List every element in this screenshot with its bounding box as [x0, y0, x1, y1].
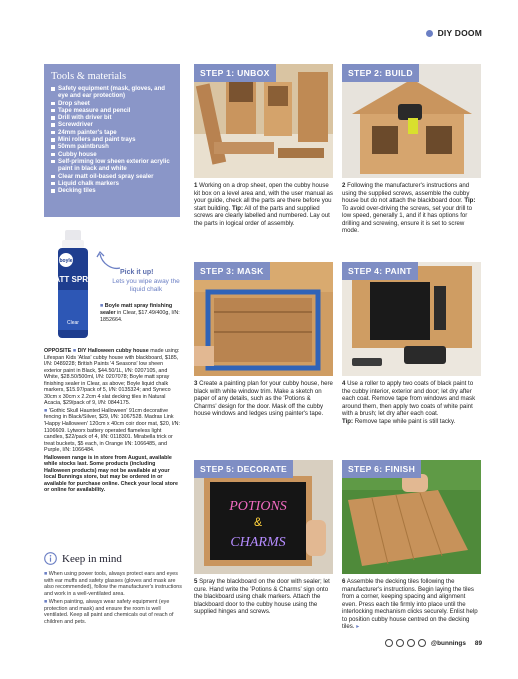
page-number: 89	[474, 639, 482, 647]
step-6	[342, 460, 481, 631]
can-sub-text: Clear	[67, 320, 79, 326]
step-6-number: 6	[342, 578, 346, 585]
step-4-number: 4	[342, 380, 346, 387]
end-mark-icon: ▸	[356, 623, 360, 631]
step-5-number: 5	[194, 578, 198, 585]
tools-item: Self-priming low sheen exterior acrylic paint in black and white	[51, 158, 173, 173]
step-3-text	[194, 380, 333, 418]
tools-item: Screwdriver	[51, 121, 173, 128]
availability-note: Halloween range is in store from August, available while stocks last. Some products (including Halloween products) may not be available at your local Bunnings store, but may be ordered in or available for purchase online. Check your local store or online for availability.	[44, 454, 178, 494]
step-5-image	[194, 460, 333, 574]
section-title: DIY DOOM	[437, 28, 482, 38]
step-2	[342, 64, 481, 235]
step-1-text	[194, 182, 333, 227]
board-text-charms: CHARMS	[230, 535, 286, 550]
step-2-label: STEP 2: BUILD	[342, 64, 419, 82]
step-1-number: 1	[194, 182, 198, 189]
keep-in-mind-text	[44, 571, 182, 627]
step-2-tip-text: To avoid over-driving the screws, set your drill to low speed, generally 1, and if it has options for drilling and screwing, ensure it is set to screw mode.	[342, 204, 473, 235]
social-handle: @bunnings	[430, 639, 466, 647]
step-2-body: Following the manufacturer's instructions and using the supplied screws, assemble the cubby house but do not attach the blackboard door.	[342, 182, 470, 205]
step-5-label: STEP 5: DECORATE	[194, 460, 293, 478]
tools-item: Decking tiles	[51, 187, 173, 194]
step-4-text	[342, 380, 481, 425]
can-label-text: MATT SPRAY	[47, 275, 99, 284]
tools-item: 50mm paintbrush	[51, 143, 173, 150]
step-3-body: Create a painting plan for your cubby house, here black with white window trim. Make a sketch on paper of any details, such as the 'Potions & Charms' design for the door. Mask off the cubby house windows and ledges using painter's tape.	[194, 380, 333, 418]
bullet-icon: ■	[44, 571, 49, 577]
step-3-label: STEP 3: MASK	[194, 262, 270, 280]
step-6-label: STEP 6: FINISH	[342, 460, 421, 478]
step-5	[194, 460, 333, 616]
keep-text-2: When painting, always wear safety equipment (eye protection and mask) and ensure the room is well ventilated. Keep all paint and chemicals out of reach of children and pets.	[44, 599, 174, 625]
bullet-icon: ■	[72, 348, 77, 354]
step-1-tip: Tip:	[231, 204, 244, 212]
step-1-image	[194, 64, 333, 178]
step-4-label: STEP 4: PAINT	[342, 262, 418, 280]
opposite-brand: DIY Halloween cubby house	[77, 348, 149, 354]
tiktok-icon[interactable]	[407, 639, 415, 647]
header-dot-icon	[426, 30, 433, 37]
pick-it-up-subtitle: Lets you wipe away the liquid chalk	[112, 278, 180, 293]
product-callout	[47, 226, 182, 346]
bullet-icon: ■	[44, 407, 49, 414]
tools-item: Cubby house	[51, 151, 173, 158]
step-4-tip-text: Remove tape while paint is still tacky.	[353, 417, 456, 425]
tools-item: Drop sheet	[51, 100, 173, 107]
bullet-icon: ■	[100, 303, 105, 309]
opposite-text: made using: Lifespan Kids 'Atlas' cubby house with blackboard, $185, I/N: 0489228; British Paints '4 Seasons' low sheen exterior paint in Black, $44.50/1L, I/N: 0207105, and White, $28.50/500ml, I/N: 0207078; Boyle matt spray finishing sealer in Clear, as above; Boyle liquid chalk markers, $15.97/pack of 5, I/N: 0135324; and Syneco 30cm x 30cm x 2.2cm 4 slat decking tiles in Natural Acacia, $29/pack of 9, I/N: 0844175.	[44, 348, 180, 407]
facebook-icon[interactable]	[418, 639, 426, 647]
product-caption	[100, 303, 180, 323]
step-4-image	[342, 262, 481, 376]
step-6-image	[342, 460, 481, 574]
tools-item: Safety equipment (mask, gloves, and eye and ear protection)	[51, 85, 173, 100]
curved-arrow-icon	[96, 248, 122, 274]
step-1-tip-text: All of the parts and supplied screws are clearly labelled and numbered. Lay out the parts in logical order of assembly.	[194, 204, 330, 227]
tools-item: 24mm painter's tape	[51, 129, 173, 136]
pinterest-icon[interactable]	[396, 639, 404, 647]
instagram-icon[interactable]	[385, 639, 393, 647]
board-text-ampersand: &	[253, 515, 263, 529]
tools-item: Tape measure and pencil	[51, 107, 173, 114]
keep-in-mind-header	[44, 552, 122, 565]
page-footer	[385, 639, 482, 647]
spray-can-image	[47, 230, 99, 340]
tools-materials-box	[44, 64, 180, 217]
step-2-text	[342, 182, 481, 235]
step-1-body: Working on a drop sheet, open the cubby house kit box on a level area and, with the user manual as your guide, check all the parts are there before you start building.	[194, 182, 333, 212]
step-5-text	[194, 578, 333, 616]
info-circle-icon	[44, 552, 57, 565]
opposite-lead: OPPOSITE	[44, 348, 72, 354]
step-6-body: Assemble the decking tiles following the manufacturer's instructions. Begin laying the tiles from a corner, keeping spacing and alignment even. Press each tile firmly into place until the interlocking mechanism clicks securely. Enlist help to position cubby house centred on the decking tiles.	[342, 578, 478, 631]
step-2-tip: Tip:	[464, 197, 476, 205]
step-4-tip: Tip:	[342, 417, 354, 425]
bullet-icon: ■	[44, 599, 49, 605]
pick-it-up-title: Pick it up!	[120, 269, 154, 276]
product-credits	[44, 348, 182, 495]
keep-text-1: When using power tools, always protect ears and eyes with ear muffs and safety glasses (gloves and mask are also recommended), follow the manufacturer's instructions and work in a well-ventilated area.	[44, 571, 182, 597]
step-3	[194, 262, 333, 418]
step-6-text	[342, 578, 481, 631]
tools-item: Mini rollers and paint trays	[51, 136, 173, 143]
section-header	[426, 28, 482, 38]
step-5-body: Spray the blackboard on the door with sealer; let cure. Hand write the 'Potions & Charms' sign onto the blackboard using chalk markers. Attach the blackboard door to the cubby house using the supplied hinges and screws.	[194, 578, 330, 616]
step-3-image	[194, 262, 333, 376]
tools-item: Clear matt oil-based spray sealer	[51, 173, 173, 180]
keep-in-mind-title: Keep in mind	[62, 552, 122, 565]
board-text-potions: POTIONS	[229, 499, 287, 514]
step-2-image	[342, 64, 481, 178]
step-1	[194, 64, 333, 227]
step-4	[342, 262, 481, 425]
product-caption-name: Boyle matt spray finishing sealer	[100, 303, 173, 316]
opposite-text-2: 'Gothic Skull Haunted Halloween' 91cm decorative fencing in Black/Silver, $29, I/N: 1067528. Madras Link 'Happy Halloween' 120cm x 40cm coir door mat, $20, I/N: 1106609. Lytworx battery operated flameless light candles, $22/pack of 4, I/N: 0118301. Mirabella trick or treat buckets, $5 each, in Orange I/N: 1066485, and Purple, I/N: 1066484.	[44, 407, 180, 454]
tools-item: Drill with driver bit	[51, 114, 173, 121]
tools-item: Liquid chalk markers	[51, 180, 173, 187]
tools-list	[51, 85, 173, 194]
step-3-number: 3	[194, 380, 198, 387]
step-1-label: STEP 1: UNBOX	[194, 64, 276, 82]
step-2-number: 2	[342, 182, 346, 189]
tools-title: Tools & materials	[51, 71, 127, 82]
step-4-body: Use a roller to apply two coats of black paint to the cubby interior, exterior and door; let dry after each coat. Remove tape from windows and mask around them, then apply two coats of white paint with a brush; let dry after each coat.	[342, 380, 476, 418]
product-caption-detail: in Clear, $17.49/400g, I/N: 1852664.	[100, 309, 180, 323]
can-brand-text: boyle	[59, 258, 73, 264]
